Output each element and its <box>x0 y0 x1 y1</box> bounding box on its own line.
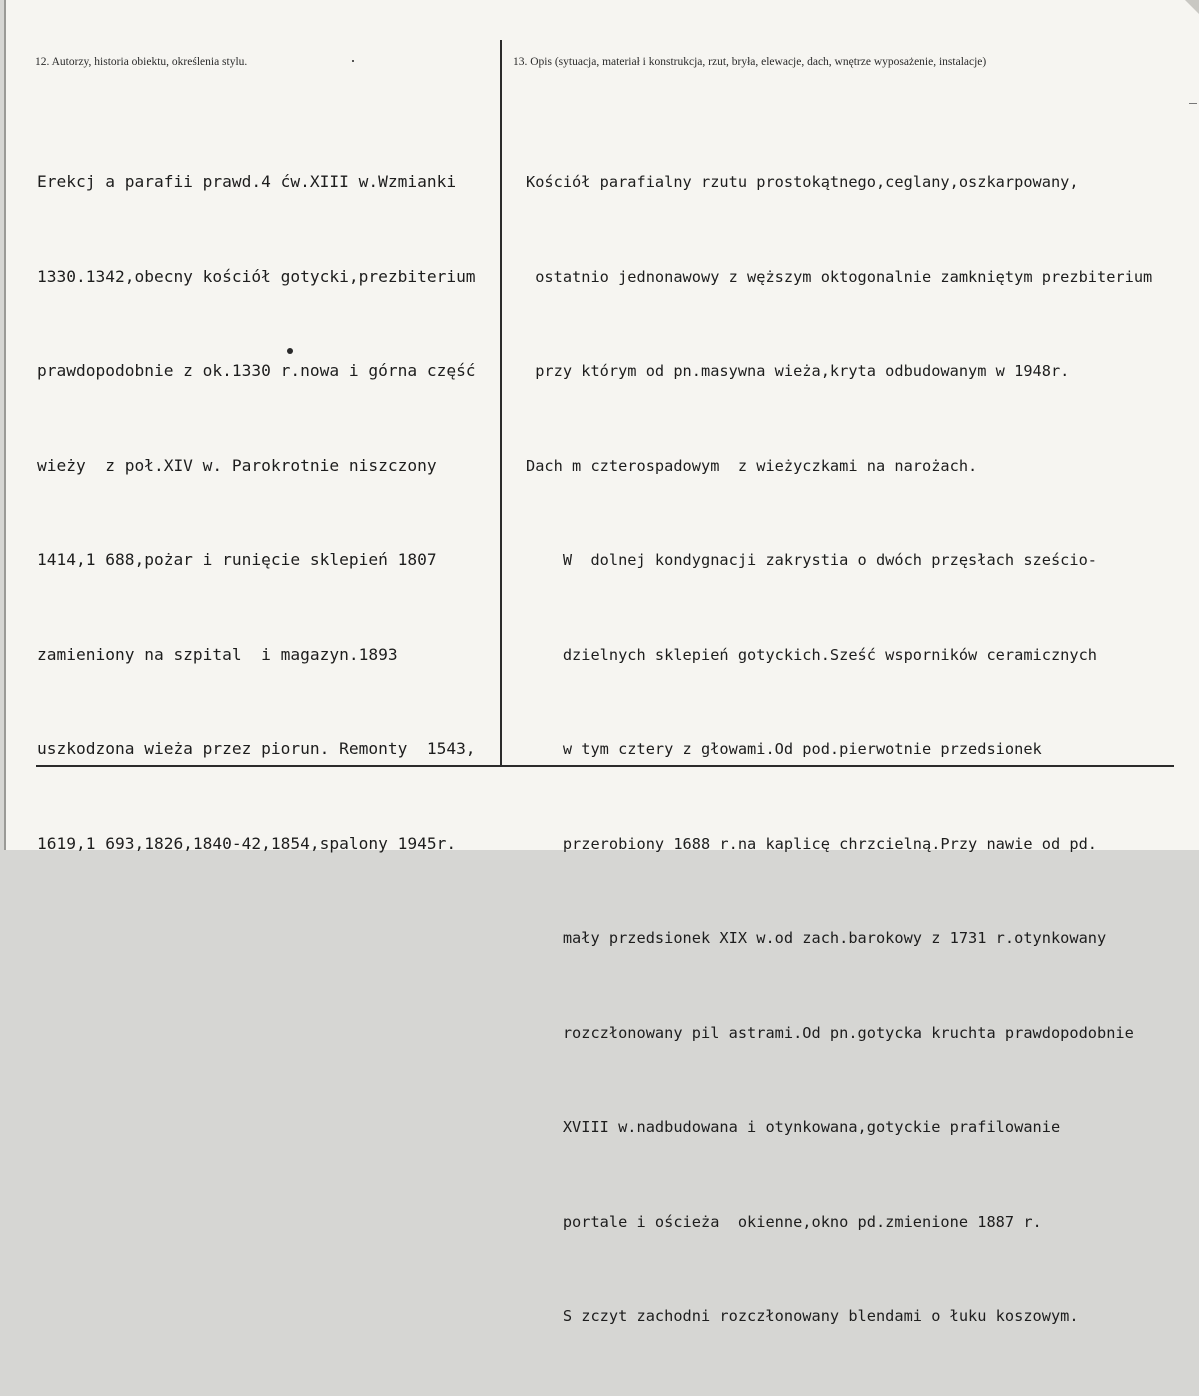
text-line: 1619,1 693,1826,1840-42,1854,spalony 1945r. <box>37 833 457 853</box>
section-12-heading: 12. Autorzy, historia obiektu, określenia stylu. <box>35 56 248 68</box>
text-line: S zczyt zachodni rozczłonowany blendami o łuku koszowym. <box>526 1307 1079 1325</box>
text-line: 1414,1 688,pożar i runięcie sklepień 1807 <box>37 550 437 569</box>
text-line: rozczłonowany pil astrami.Od pn.gotycka kruchta prawdopodobnie <box>526 1023 1134 1042</box>
section-13-heading: 13. Opis (sytuacja, materiał i konstrukcja, rzut, bryła, elewacje, dach, wnętrze wyposażenie, instalacje) <box>513 56 987 68</box>
ink-speck <box>352 60 354 62</box>
edge-mark <box>1189 103 1197 104</box>
text-line: mały przedsionek XIX w.od zach.barokowy z 1731 r.otynkowany <box>526 929 1107 947</box>
column-divider <box>500 40 502 766</box>
text-line: W dolnej kondygnacji zakrystia o dwóch przęsłach sześcio- <box>526 551 1097 569</box>
text-line: przy którym od pn.masywna wieża,kryta odbudowanym w 1948r. <box>526 362 1070 380</box>
text-line: uszkodzona wieża przez piorun. Remonty 1543, <box>37 739 476 758</box>
text-line: portale i ościeża okienne,okno pd.zmienione 1887 r. <box>526 1212 1042 1231</box>
text-line: XVIII w.nadbudowana i otynkowana,gotyckie prafilowanie <box>526 1118 1061 1136</box>
section-12-text <box>37 103 497 922</box>
record-card <box>4 0 1199 1325</box>
text-line: dzielnych sklepień gotyckich.Sześć wsporników ceramicznych <box>526 645 1097 664</box>
folded-corner <box>1185 0 1199 14</box>
text-line: 1330.1342,obecny kościół gotycki,prezbiterium <box>37 266 476 286</box>
text-line: prawdopodobnie z ok.1330 r.nowa i górna część <box>37 361 476 380</box>
text-line: Erekcj a parafii prawd.4 ćw.XIII w.Wzmianki <box>37 172 457 191</box>
section-13-text <box>526 104 1199 1396</box>
text-line: przerobiony 1688 r.na kaplicę chrzcielną.Przy nawie od pd. <box>526 834 1097 853</box>
text-line: Dach m czterospadowym z wieżyczkami na narożach. <box>526 456 978 475</box>
text-line: w tym cztery z głowami.Od pod.pierwotnie przedsionek <box>526 740 1042 758</box>
text-line: ostatnio jednonawowy z węższym oktogonalnie zamkniętym prezbiterium <box>526 267 1153 286</box>
ink-dot <box>287 348 293 354</box>
text-line: Kościół parafialny rzutu prostokątnego,ceglany,oszkarpowany, <box>526 173 1079 191</box>
text-line: wieży z poł.XIV w. Parokrotnie niszczony <box>37 455 437 475</box>
text-line: zamieniony na szpital i magazyn.1893 <box>37 644 398 664</box>
